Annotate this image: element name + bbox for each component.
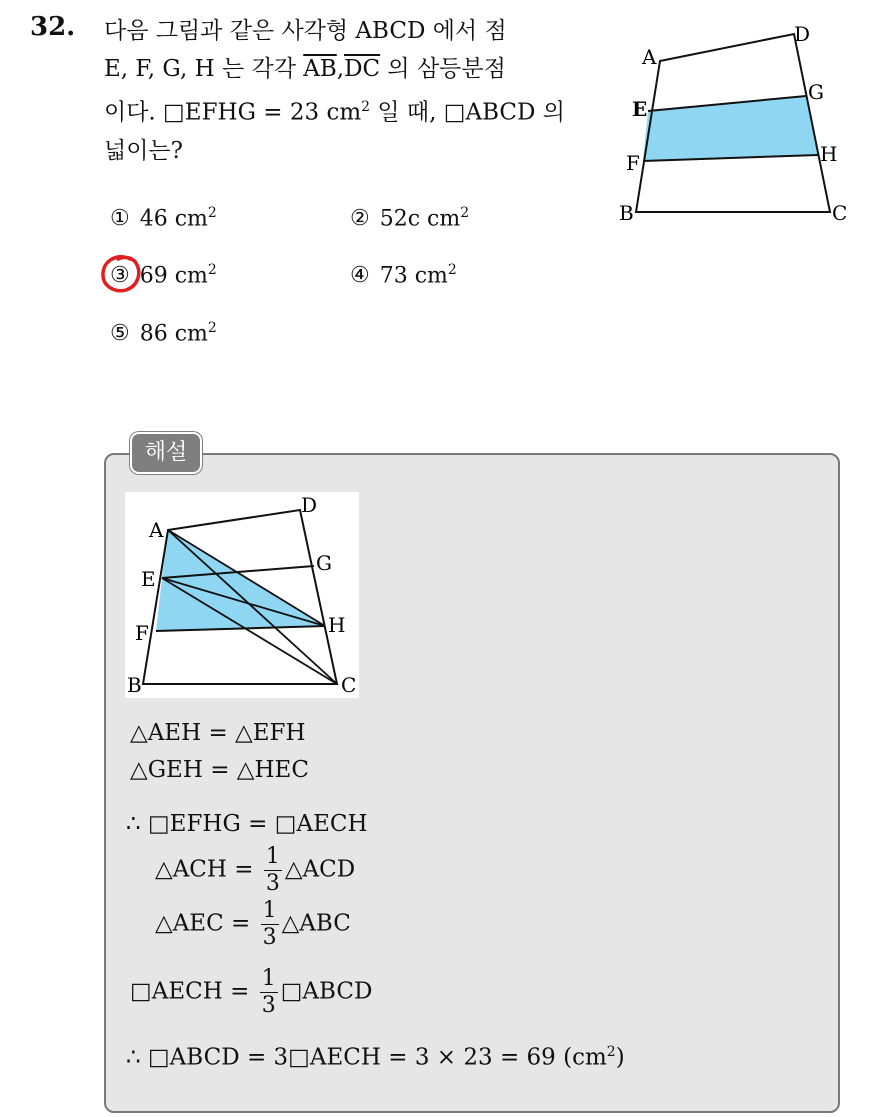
solution-line-7-close: ) [615,1044,625,1071]
solution-line-3: ∴ □EFHG = □AECH [126,811,368,837]
question-line-2 [104,50,584,88]
label-a: A [642,45,657,69]
solution-line-7-sup: 2 [606,1044,616,1060]
label-b: B [619,201,634,225]
choice-mark: ③ [110,263,130,289]
fraction-one-third [261,900,279,949]
label-f: F [626,151,640,175]
question-line-1: 다음 그림과 같은 사각형 ABCD 에서 점 [104,18,507,44]
segment-ab: $\overline{AB}$ [303,56,337,82]
label-c: C [832,201,848,225]
choice-sup: 2 [447,262,457,278]
choice-value: 52c cm [379,206,461,232]
choice-sup: 2 [207,262,217,278]
label-d: D [301,493,318,517]
label-d: D [794,22,811,46]
figure-trapezoid [612,20,852,230]
choice-value: 86 cm [139,321,208,347]
choice-4[interactable] [350,262,457,288]
question-line-4: 넓이는? [104,137,183,164]
choice-value: 69 cm [139,263,208,289]
solution-line-7-unit: (cm [563,1044,607,1071]
label-b: B [127,673,142,697]
choice-value: 73 cm [379,263,448,289]
question-line-3-tail: 일 때, □ABCD 의 [370,99,565,126]
choice-5[interactable] [110,320,217,346]
label-g: G [808,80,824,104]
label-c: C [341,673,357,697]
question-text [104,12,584,170]
choice-2[interactable] [350,205,469,231]
fraction-numerator: 1 [265,844,280,869]
choice-1[interactable] [110,205,217,231]
question-superscript: 2 [361,99,371,115]
solution-line-4-post: △ACD [284,856,356,883]
fraction-one-third [260,968,278,1017]
answer-circle-mark [100,253,144,295]
solution-line-5-post: △ABC [281,910,351,937]
fraction-denominator: 3 [261,993,276,1018]
solution-line-5 [155,900,351,949]
choice-mark: ② [350,206,370,232]
label-e: E [632,97,648,121]
choice-mark: ① [110,206,130,232]
choice-mark: ⑤ [110,321,130,347]
label-h: H [820,142,838,166]
fraction-numerator: 1 [261,966,276,991]
shaded-triangles [156,530,325,631]
choice-sup: 2 [207,205,217,221]
fraction-denominator: 3 [265,871,280,896]
solution-line-6 [130,968,372,1017]
label-h: H [328,613,346,637]
fraction-numerator: 1 [262,898,277,923]
label-f: F [135,621,149,645]
solution-line-1: △AEH = △EFH [130,720,306,746]
solution-line-5-pre: △AEC = [155,910,258,937]
question-line-3-head: 이다. □EFHG = 23 cm [104,99,362,126]
question-line-2-head: E, F, G, H 는 각각 [104,56,304,82]
choice-value: 46 cm [139,206,208,232]
label-e: E [141,567,156,591]
question-line-3 [104,88,584,132]
segment-dc: $\overline{DC}$ [344,56,381,82]
segment-comma: , [336,56,345,82]
label-a: A [149,518,164,542]
solution-line-7 [126,1045,625,1070]
solution-line-4 [155,846,355,895]
fraction-one-third [264,846,282,895]
solution-tag: 해설 [130,432,202,474]
solution-line-2: △GEH = △HEC [130,757,309,783]
choice-sup: 2 [460,205,470,221]
label-g: G [316,551,332,575]
shaded-region-efhg [643,96,818,161]
choice-mark: ④ [350,263,370,289]
solution-line-6-pre: □AECH = [130,978,257,1005]
solution-line-6-post: □ABCD [280,978,373,1005]
solution-line-4-pre: △ACH = [155,856,261,883]
figure-solution-diagram [125,492,359,698]
choice-sup: 2 [207,320,217,336]
fraction-denominator: 3 [262,925,277,950]
solution-line-7-pre: ∴ □ABCD = 3□AECH = 3 × 23 = 69 [126,1044,564,1071]
question-number: 32. [30,12,76,42]
question-line-2-tail: 의 삼등분점 [380,56,506,82]
